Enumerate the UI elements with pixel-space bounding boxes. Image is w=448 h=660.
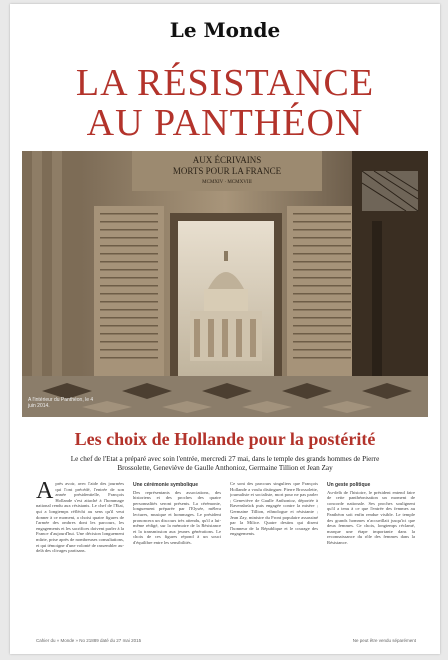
article-body [36,481,416,631]
column-3-text: Ce sont des parcours singuliers que François Hollande a voulu distinguer. Pierre Brossolette, journaliste et socialiste, mort pour ne pas parler ; Geneviève de Gaulle Anthonioz, déportée à Ravensbrück puis engagée contre la misère ; Germaine Tillion, ethnologue et résistante ; Jean Zay, ministre du Front populaire assassiné par la Milice. Quatre destins qui disent l'honneur de la République et le courage des engagements. [230,481,318,537]
headline-line-1: LA RÉSISTANCE [75,62,375,104]
inscription-line-2: MORTS POUR LA FRANCE [172,166,282,176]
column-4-heading: Un geste politique [327,482,371,488]
column-2-text: Des représentants des associations, des historiens et des proches des quatre personnalités seront présents. La cérémonie, longuement préparée par l'Elysée, mêlera lectures, musique et hommages. Le président prononcera un discours très attendu, qu'il a lui-même rédigé, sur la mémoire de la Résistance et la transmission aux jeunes générations. Le choix de ces figures répond à un souci d'équilibre entre les sensibilités. [133,489,221,545]
footer-left: Cahier du « Monde » No 21889 daté du 27 mai 2015 [36,638,142,643]
column-1-text: près avoir, avec l'aide des journées qui l'ont précédé, l'entrée de son année présidentielle, François Hollande s'est attaché à l'hommage national rendu aux résistants. Le chef de l'Etat, qui a longtemps réfléchi au sens qu'il veut donner à ce moment, a choisi quatre figures de l'armée des ombres dont les parcours, les engagements et les sacrifices doivent parler à la France d'aujourd'hui. Une décision longuement mûrie, prise après de nombreuses consultations, et qui témoigne d'une volonté de rassembler au-delà des clivages partisans. [36,481,124,554]
column-4-text: Au-delà de l'histoire, le président entend faire de cette panthéonisation un moment de concorde nationale. Ses proches soulignent qu'il a tenu à ce que l'entrée des femmes au Panthéon soit enfin rendue visible. Le temple des grands hommes n'accueillait jusqu'ici que deux femmes. Ce choix, longtemps réclamé, marque une étape importante dans la reconnaissance du rôle des femmes dans la Résistance. [327,489,415,545]
article-column-1 [36,481,124,631]
footer-right: Ne peut être vendu séparément [352,638,416,643]
article-subhead: Les choix de Hollande pour la postérité [74,429,376,449]
article-column-4 [327,481,415,631]
dropcap: A [36,481,54,504]
inscription-line-3: MCMXIV · MCMXVIII [202,180,252,185]
article-column-3 [230,481,318,631]
article-column-2 [133,481,221,631]
article-chapo: Le chef de l'Etat a préparé avec soin l'entrée, mercredi 27 mai, dans le temple des grands hommes de Pierre Brossolette, Geneviève de Gaulle Anthonioz, Germaine Tillion et Jean Zay [70,455,380,472]
headline-line-2: AU PANTHÉON [86,102,364,144]
pantheon-photo [22,151,428,417]
photo-caption: A l'intérieur du Panthéon, le 4 juin 2014. [28,397,94,409]
newspaper-page [10,4,440,654]
pantheon-illustration [22,151,428,417]
column-2-heading: Une cérémonie symbolique [133,482,199,488]
masthead: Le Monde [169,18,281,42]
inscription-line-1: AUX ÉCRIVAINS [192,155,262,165]
page-footer [36,638,416,643]
